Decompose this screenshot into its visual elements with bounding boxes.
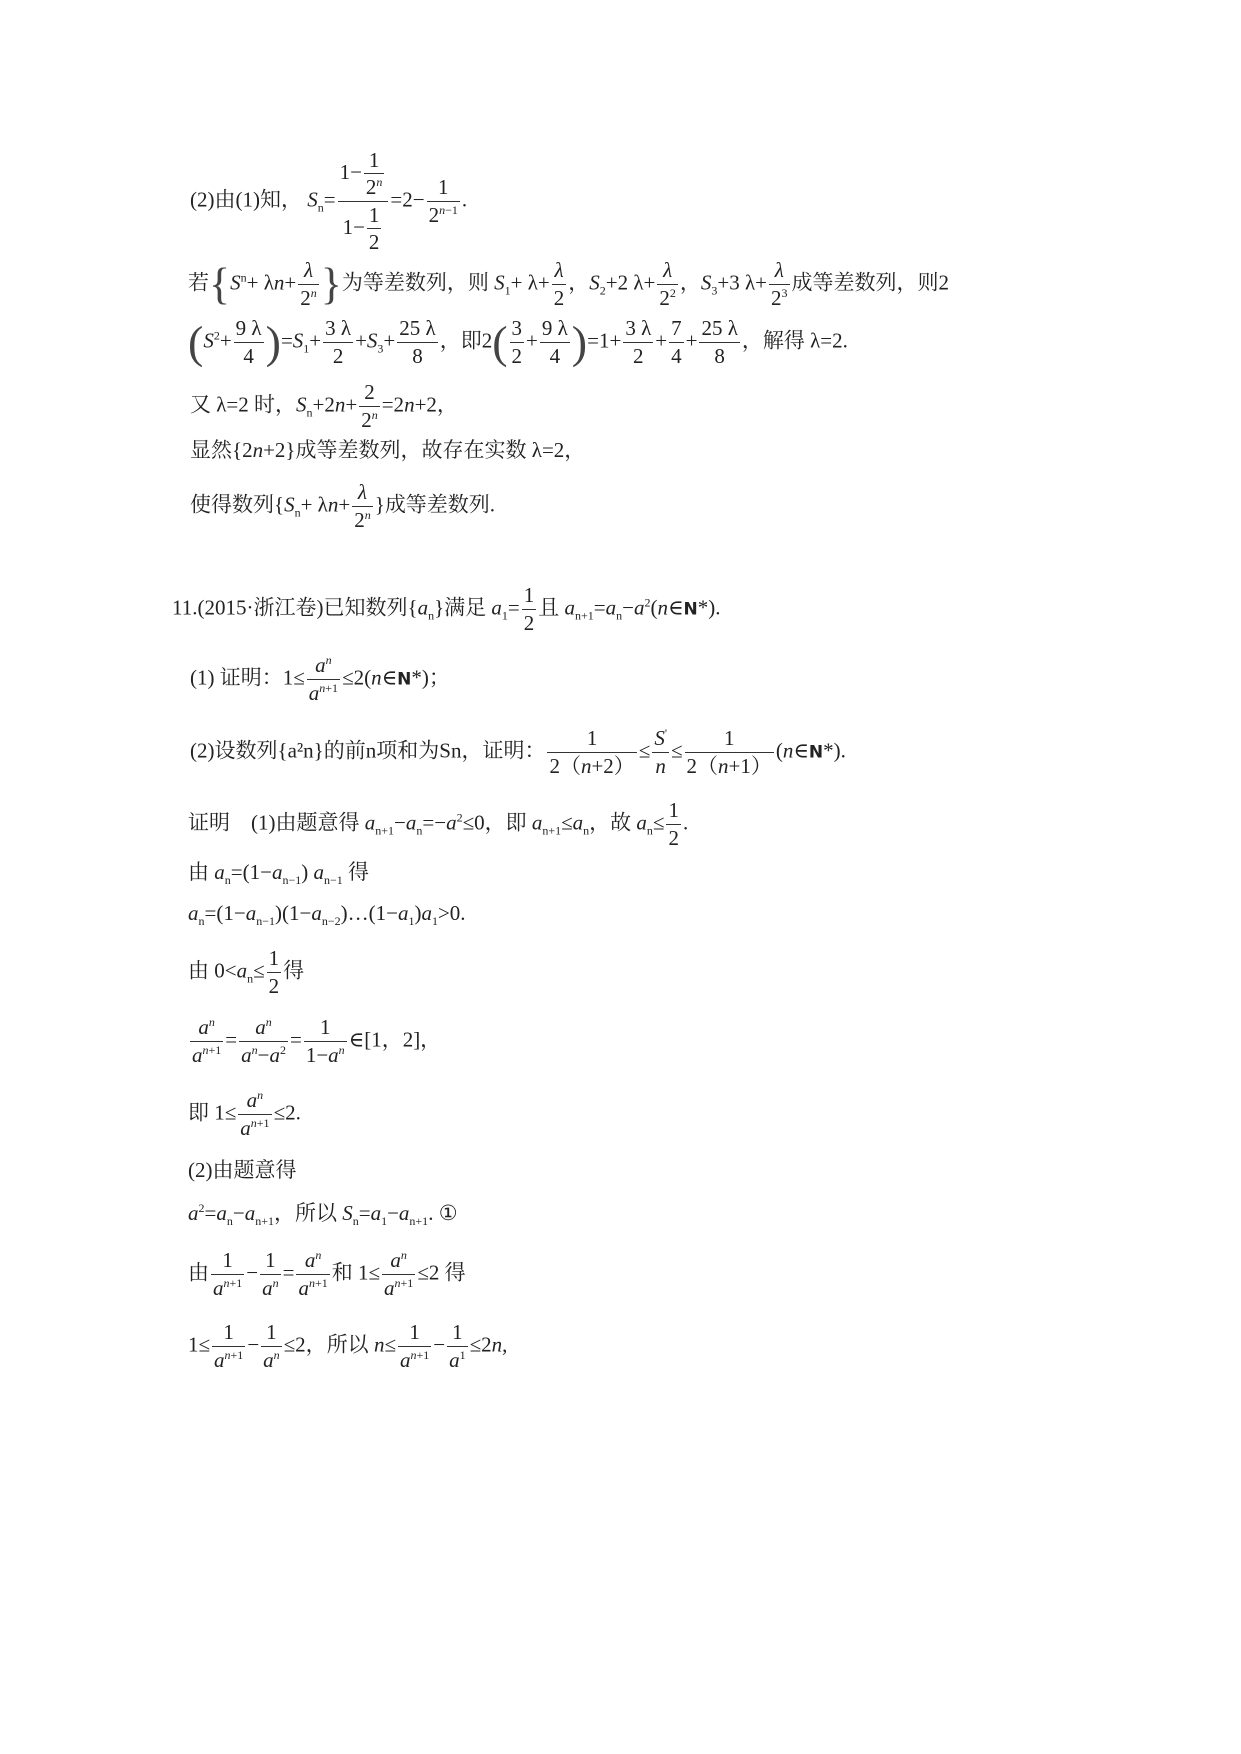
proof-label: 证明 — [188, 810, 230, 835]
proof-line-6: 即 1≤ $\frac{a^n}{a^{n+1}}$ ≤2. — [188, 1088, 301, 1140]
proof-line-4: 由 $0<a_n\le$ $\frac{1}{2}$ 得 — [188, 946, 305, 998]
line-conclusion-2: 使得数列{$S_n+ \lambda n+$ $\frac{\lambda}{2^n}$ }成等差数列. — [190, 480, 496, 532]
proof-line-10: 1≤ $\frac{1}{a^{n+1}}$ − $\frac{1}{a^n}$ ≤2，所以 n≤ $\frac{1}{a^{n+1}}$ − $\frac{1}{a^1}$ ≤2n, — [188, 1320, 508, 1372]
proof-line-3: $a_n=(1-a_{n-1})(1-a_{n-2})\dots(1-a_1)a_1>0$. — [188, 901, 466, 929]
proof-line-2: 由 $a_n=(1-a_{n-1})$ $a_{n-1}$ 得 — [188, 860, 369, 888]
formula-sn: (2)由(1)知， $S_n=$ 1− $\frac{1}{2^n}$ 1− $\frac{1}{2}$ =2− $\frac{1}{2^{n-1}}$ . — [190, 148, 468, 254]
proof-line-1: 证明 (1)由题意得 $a_{n+1}-a_n=-a^2\le 0$，即 $a_{n+1}\le a_n$，故 $a_n\le$ $\frac{1}{2}$ . — [188, 798, 689, 850]
question-1: (1) 证明：1≤ $\frac{a^n}{a^{n+1}}$ ≤2(n∈N*)； — [190, 653, 450, 705]
fraction: 1− $\frac{1}{2^n}$ 1− $\frac{1}{2}$ — [338, 150, 389, 253]
problem-source: (2015·浙江卷) — [197, 595, 324, 620]
question-2: (2)设数列{a²n}的前n项和为Sn，证明： $\frac{1}{2(n+2)}$ ≤ $\frac{S'}{n}$ ≤ $\frac{1}{2(n+1)}$ (n∈N*). — [190, 726, 846, 778]
line-conclusion-1: 显然{2n+2}成等差数列，故存在实数 λ=2， — [190, 438, 586, 462]
part2-label: (2)由(1)知， — [190, 187, 302, 212]
problem-number: 11. — [172, 595, 198, 620]
proof-line-7: (2)由题意得 — [188, 1158, 297, 1182]
proof-line-5: $\frac{a^n}{a^{n+1}}$ = $\frac{a^n}{a^n-a^2}$ = $\frac{1}{1-a^n}$ ∈[1，2]， — [192, 1015, 442, 1067]
line-check-lambda: 又 λ=2 时，$S_n+2n+$ $\frac{2}{2^n}$ =2n+2， — [190, 380, 458, 432]
line-arith-condition: 若{$S^n+ \lambda n+$ $\frac{\lambda}{2^n}$ }为等差数列，则 $S_1+ \lambda+$ $\frac{\lambda}{2}$ ，$S_2+2$ λ+ $\frac{\lambda}{2^2}$ ，$S_3+3$ λ+ $\frac{\lambda}{2^3}$ 成等差数列，则2 — [188, 258, 949, 310]
proof-line-9: 由 $\frac{1}{a^{n+1}}$ − $\frac{1}{a^n}$ = $\frac{a^n}{a^{n+1}}$ 和 1≤ $\frac{a^n}{a^{n+1}}$ ≤2 得 — [188, 1248, 466, 1300]
problem-11-stem: 11.(2015·浙江卷)已知数列$\{a_n\}$满足 $a_1=$ $\frac{1}{2}$ 且 $a_{n+1}=a_n-a^2(n\in N*)$. — [172, 583, 721, 635]
proof-line-8: $a^2=a_n-a_{n+1}$，所以 $S_n=a_1-a_{n+1}$. ① — [188, 1201, 458, 1229]
line-solve-lambda: ($S^2+$ $\frac{9 \lambda}{4}$ )$=S_1+$ $\frac{3 \lambda}{2}$ $+S_3+$ $\frac{25 \lambda}{8}$ ，即2( $\frac{3}{2}$ + $\frac{9 \lambda}{4}$ )=1+ $\frac{3 \lambda}{2}$ + $\frac{7}{4}$ + $\frac{25 \lambda}{8}$ ，解得 λ=2. — [188, 316, 848, 368]
